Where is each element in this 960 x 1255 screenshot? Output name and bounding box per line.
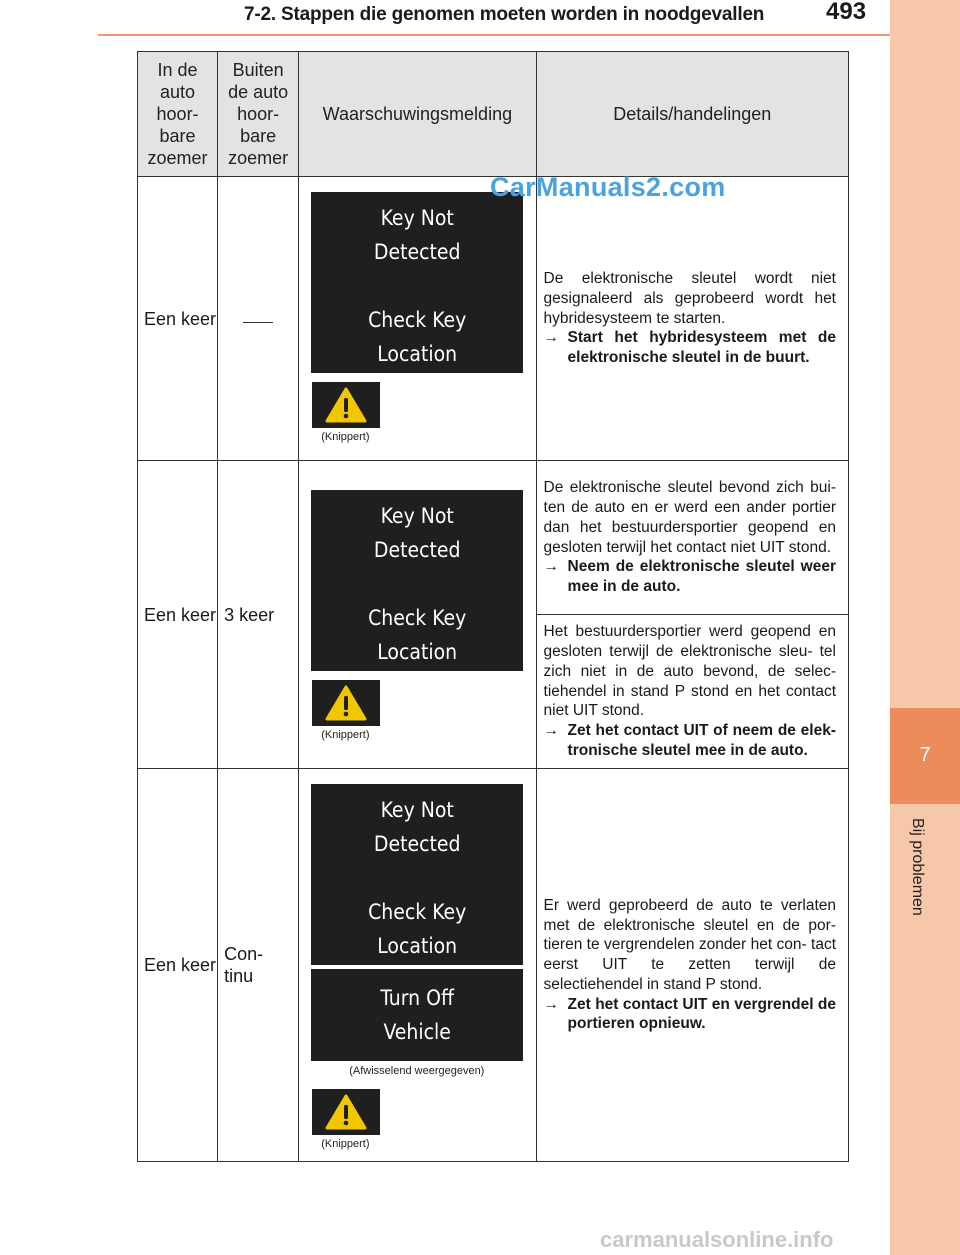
blink-caption: (Knippert) (321, 1138, 370, 1150)
header-divider (98, 34, 890, 36)
outside-buzzer-cell (218, 177, 299, 461)
inside-buzzer-cell: Een keer (138, 769, 218, 1162)
arrow-icon: → (543, 329, 560, 347)
screen-line: Key Not (380, 504, 454, 528)
master-warning-light (312, 1089, 380, 1135)
screen-line: Location (377, 934, 458, 958)
message-screen (311, 490, 523, 671)
message-screen (311, 192, 523, 373)
warning-message-cell (299, 177, 536, 461)
alternate-caption: (Afwisselend weergegeven) (349, 1065, 485, 1077)
screen-line: Detected (373, 538, 461, 562)
section-title: 7-2. Stappen die genomen moeten worden in noodgevallen (244, 4, 765, 25)
screen-line: Detected (373, 240, 461, 264)
warning-table (137, 51, 849, 1162)
table-row (138, 769, 849, 1162)
chapter-number: 7 (919, 744, 931, 766)
details-text: Het bestuurdersportier werd geopend en gesloten terwijl de elektronische sleu- tel zich niet in de auto bevond, de selec- tiehendel in stand P stond en het contact niet UIT stond. (543, 623, 836, 720)
screen-line: Check Key (368, 900, 467, 924)
outside-buzzer-cell: 3 keer (218, 461, 299, 769)
table-row (138, 461, 849, 615)
column-header-outside-buzzer: Buiten de auto hoor- bare zoemer (218, 52, 299, 177)
action-text: Start het hybridesysteem met de elektronische sleutel in de buurt. (567, 329, 836, 367)
details-text: De elektronische sleutel wordt niet gesignaleerd als geprobeerd wordt het hybridesysteem te starten. (543, 270, 836, 327)
screen-line: Detected (373, 832, 461, 856)
screen-spacer (311, 269, 523, 303)
warning-triangle-icon (325, 1094, 367, 1130)
page-number: 493 (826, 0, 867, 25)
none-dash (243, 322, 273, 323)
chapter-side-band (890, 0, 960, 1255)
details-cell (536, 177, 848, 461)
action-text: Zet het contact UIT of neem de elek- tronische sleutel mee in de auto. (567, 722, 836, 759)
screen-line: Key Not (380, 798, 454, 822)
master-warning-light (312, 680, 380, 726)
arrow-icon: → (543, 722, 560, 740)
warning-triangle-icon (325, 685, 367, 721)
screen-line: Check Key (368, 606, 467, 630)
master-warning-light (312, 382, 380, 428)
outside-buzzer-cell: Con- tinu (218, 769, 299, 1162)
details-cell (536, 461, 848, 615)
footer-watermark: carmanualsonline.info (600, 1227, 834, 1252)
details-text: De elektronische sleutel bevond zich bui- ten de auto en er werd een ander portier dan het bestuurdersportier geopend en gesloten terwijl het contact niet UIT stond. (543, 479, 836, 556)
table-header-row (138, 52, 849, 177)
blink-caption: (Knippert) (321, 431, 370, 443)
blink-caption: (Knippert) (321, 729, 370, 741)
message-screen (311, 784, 523, 965)
action-instruction (544, 557, 836, 597)
watermark-carmanuals2: CarManuals2.com (490, 172, 726, 202)
chapter-label: Bij problemen (909, 818, 926, 916)
warning-message-cell (299, 461, 536, 769)
action-instruction (544, 721, 836, 761)
arrow-icon: → (543, 995, 560, 1013)
screen-line: Key Not (380, 206, 454, 230)
action-text: Zet het contact UIT en vergrendel de portieren opnieuw. (567, 995, 836, 1033)
screen-spacer (311, 861, 523, 895)
action-instruction (544, 328, 836, 368)
column-header-details: Details/handelingen (536, 52, 848, 177)
screen-line: Check Key (368, 308, 467, 332)
table-row (138, 177, 849, 461)
screen-line: Location (377, 640, 458, 664)
inside-buzzer-cell: Een keer (138, 177, 218, 461)
action-instruction (544, 995, 836, 1035)
warning-triangle-icon (325, 387, 367, 423)
details-cell (536, 615, 848, 769)
screen-line: Turn Off (380, 986, 454, 1010)
message-screen-alternate (311, 969, 523, 1061)
warning-message-cell (299, 769, 536, 1162)
page-header (0, 0, 890, 36)
screen-line: Location (377, 342, 458, 366)
screen-line: Vehicle (383, 1020, 451, 1044)
details-cell (536, 769, 848, 1162)
inside-buzzer-cell: Een keer (138, 461, 218, 769)
screen-spacer (311, 567, 523, 601)
column-header-inside-buzzer: In de auto hoor- bare zoemer (138, 52, 218, 177)
action-text: Neem de elektronische sleutel weer mee in de auto. (567, 558, 836, 596)
arrow-icon: → (543, 558, 560, 576)
column-header-warning-message: Waarschuwingsmelding (299, 52, 536, 177)
details-text: Er werd geprobeerd de auto te verlaten met de elektronische sleutel en de por- tieren te vergrendelen zonder het con- tact eerst UIT te zetten terwijl de selectiehendel in stand P stond. (543, 896, 836, 993)
